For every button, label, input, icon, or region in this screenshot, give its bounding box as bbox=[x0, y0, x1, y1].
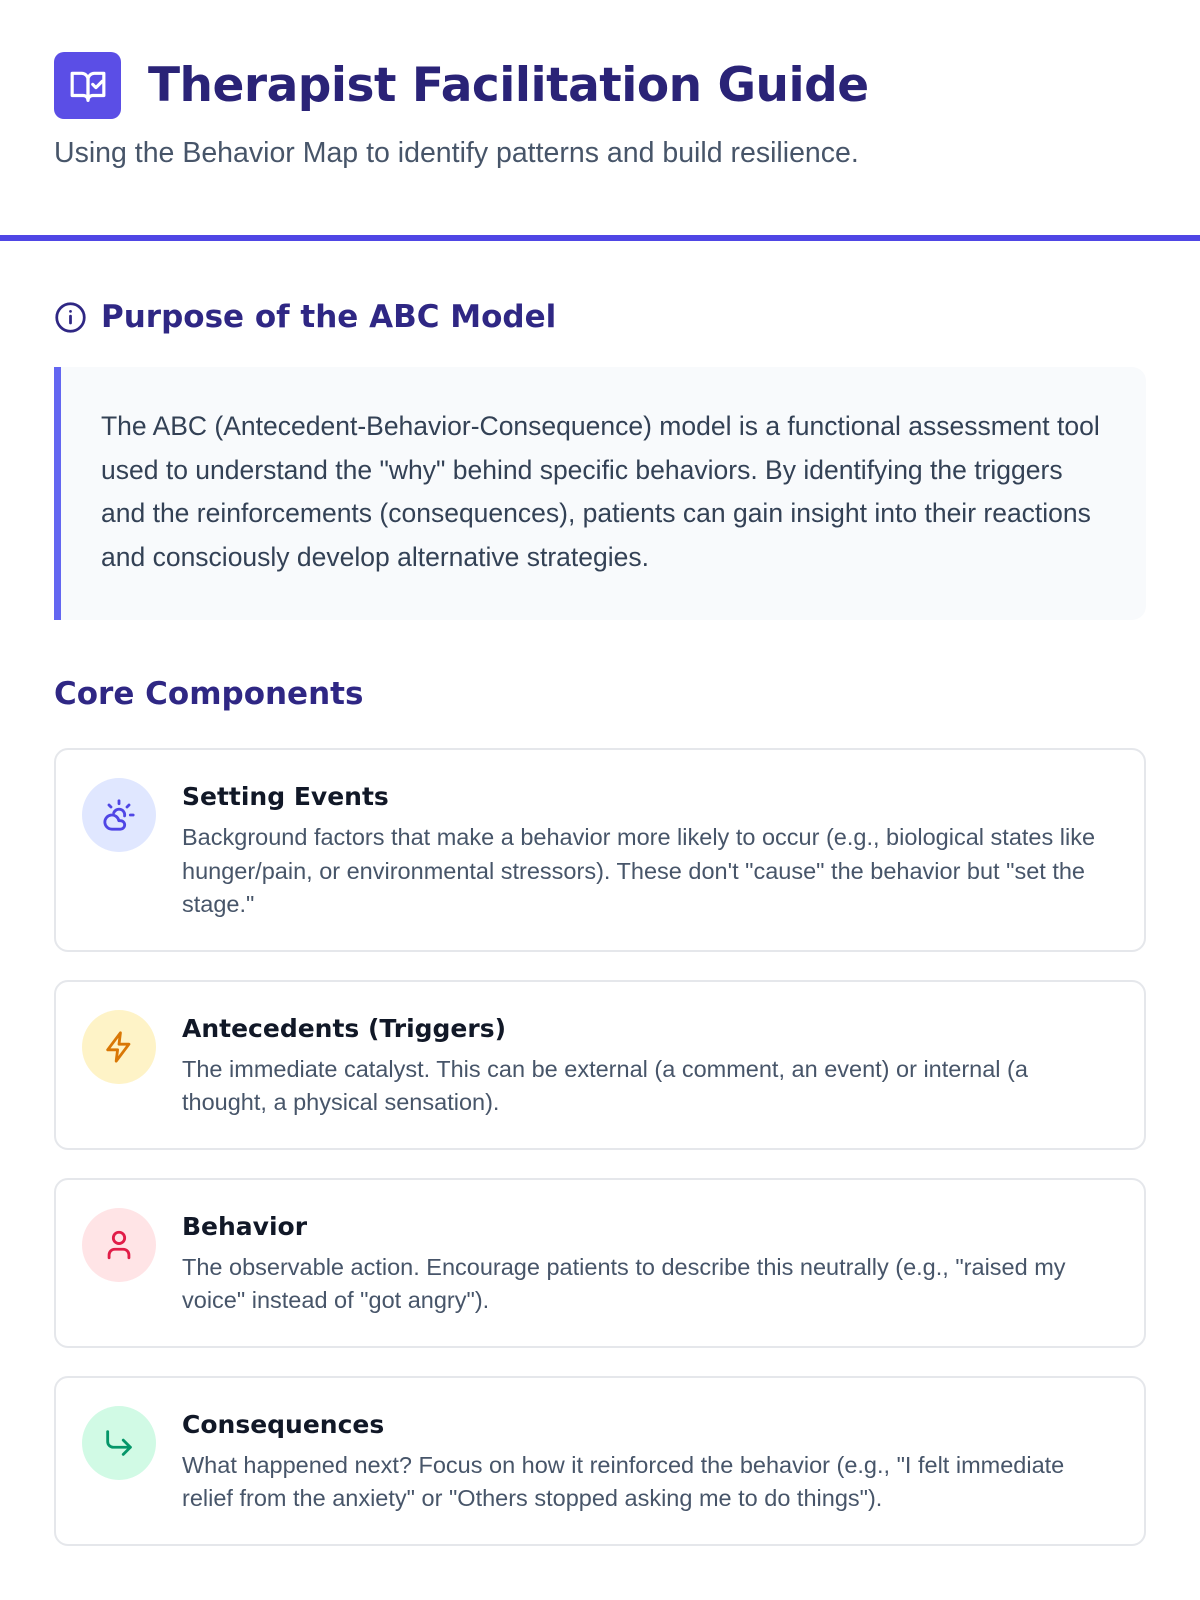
corner-down-right-icon bbox=[82, 1406, 156, 1480]
card-body bbox=[182, 1406, 1118, 1516]
card-title: Behavior bbox=[182, 1211, 308, 1241]
card-setting-events bbox=[54, 748, 1146, 952]
card-consequences bbox=[54, 1376, 1146, 1546]
lightning-bolt-icon bbox=[82, 1010, 156, 1084]
title-row bbox=[54, 52, 1146, 119]
book-check-icon bbox=[54, 52, 121, 119]
card-body bbox=[182, 1208, 1118, 1318]
page-title: Therapist Facilitation Guide bbox=[148, 58, 869, 113]
component-cards bbox=[54, 748, 1146, 1546]
purpose-heading-row bbox=[54, 297, 1146, 337]
card-title: Consequences bbox=[182, 1409, 385, 1439]
page-header bbox=[0, 0, 1200, 241]
card-description: Background factors that make a behavior more likely to occur (e.g., biological states like hunger/pain, or environmental stressors). These don't "cause" the behavior but "set the stage." bbox=[182, 824, 1096, 917]
core-components-heading: Core Components bbox=[54, 676, 364, 712]
card-description: What happened next? Focus on how it reinforced the behavior (e.g., "I felt immediate relief from the anxiety" or "Others stopped asking me to do things"). bbox=[182, 1451, 1065, 1511]
card-description: The observable action. Encourage patients to describe this neutrally (e.g., "raised my voice" instead of "got angry"). bbox=[182, 1253, 1066, 1313]
card-description: The immediate catalyst. This can be external (a comment, an event) or internal (a thought, a physical sensation). bbox=[182, 1055, 1028, 1115]
card-title: Antecedents (Triggers) bbox=[182, 1013, 507, 1043]
purpose-text: The ABC (Antecedent-Behavior-Consequence) model is a functional assessment tool used to understand the "why" behind specific behaviors. By identifying the triggers and the reinforcements (consequences), patients can gain insight into their reactions and consciously develop alternative strategies. bbox=[101, 411, 1100, 572]
cloud-sun-icon bbox=[82, 778, 156, 852]
main-content bbox=[0, 297, 1200, 1546]
card-title: Setting Events bbox=[182, 782, 389, 811]
card-behavior bbox=[54, 1178, 1146, 1348]
purpose-heading: Purpose of the ABC Model bbox=[101, 299, 557, 335]
purpose-callout bbox=[54, 367, 1146, 620]
card-body bbox=[182, 1010, 1118, 1120]
card-antecedents bbox=[54, 980, 1146, 1150]
user-icon bbox=[82, 1208, 156, 1282]
card-body bbox=[182, 778, 1118, 922]
info-icon bbox=[54, 301, 87, 334]
page-subtitle: Using the Behavior Map to identify patterns and build resilience. bbox=[54, 137, 859, 169]
